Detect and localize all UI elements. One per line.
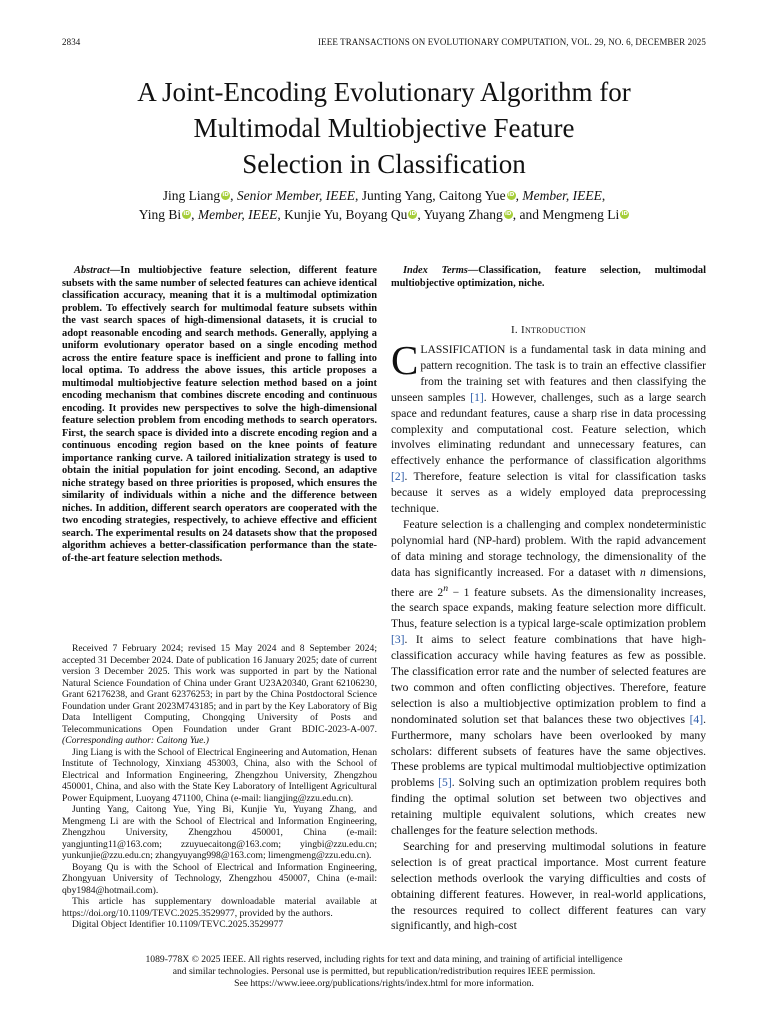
text-span: . Solving such an optimization problem requires both finding the optimal solution set between two objectives and retaining multiple equivalent solutions, which creates new challenges for the feature selection methods. (391, 776, 707, 838)
author-name: and Mengmeng Li (519, 207, 620, 222)
journal-name: IEEE TRANSACTIONS ON EVOLUTIONARY COMPUTATION, VOL. 29, NO. 6, DECEMBER 2025 (318, 37, 706, 47)
section-heading (391, 324, 706, 336)
citation-link[interactable]: [1] (470, 390, 484, 404)
index-terms-text: —Classification, feature selection, multimodal multiobjective optimization, niche. (391, 265, 706, 289)
citation-link[interactable]: [4] (689, 712, 704, 726)
author-membership: Senior Member, IEEE (236, 188, 355, 203)
text-span: . Furthermore, many scholars have been overlooked by many scholars: different subsets of features have the same objectives. These problems are typical multimodal multiobjective optimization problems (391, 712, 706, 790)
copyright-notice (62, 954, 706, 990)
orcid-icon[interactable]: iD (505, 211, 512, 217)
author-line-2: Ying Bi iD, Member, IEEE, Kunjie Yu, Boyang Qu iD, Yuyang Zhang iD, and Mengmeng Li iD (138, 207, 628, 222)
corresponding-author: (Corresponding author: Caitong Yue.) (62, 735, 209, 746)
author-name: Yuyang Zhang (423, 207, 503, 222)
paper-title (62, 74, 706, 182)
author-name: Kunjie Yu (284, 207, 339, 222)
section-title: Introduction (521, 324, 587, 336)
math-superscript: n (443, 582, 449, 594)
index-terms (391, 265, 706, 290)
footnote-doi: Digital Object Identifier 10.1109/TEVC.2025.3529977 (72, 919, 284, 930)
author-line-1: Jing Liang iD, Senior Member, IEEE, Junting Yang, Caitong Yue iD, Member, IEEE, (162, 188, 606, 203)
author-name: Jing Liang (162, 188, 221, 203)
intro-paragraph-3: Searching for and preserving multimodal solutions in feature selection is of great practical importance. Most current feature selection methods overlook the varying difficulties and costs of obtaining different features. However, in real-world applications, the resources required to collect different features can vary significantly, and high-cost (391, 839, 706, 933)
footnote-liang: Jing Liang is with the School of Electrical Engineering and Automation, Henan Institute of Technology, Xinxiang 453003, China, also with the School of Electrical and Information Engineering, Zhengzhou University, Zhengzhou 450001, China, and also with the State Key Laboratory of Intelligent Agricultural Power Equipment, Luoyang 471100, China (e-mail: liangjing@zzu.edu.cn). (62, 746, 377, 804)
index-terms-label: Index Terms (403, 265, 468, 276)
citation-link[interactable]: [5] (438, 776, 452, 790)
left-column (62, 265, 377, 565)
footnote-supplementary: This article has supplementary downloadable material available at https://doi.org/10.1109/TEVC.2025.3529977, provided by the authors. (62, 896, 377, 919)
orcid-icon[interactable]: iD (507, 192, 515, 198)
author-name: Boyang Qu (345, 207, 408, 222)
title-line-2: Multimodal Multiobjective Feature (193, 113, 575, 143)
abstract (62, 265, 377, 565)
author-name: Caitong Yue (439, 188, 506, 203)
math-variable: n (640, 565, 646, 579)
text-span: − 1 feature subsets. As the dimensionality increases, the search space expands, making feature selection more difficult. Thus, feature selection is a typical large-scale optimization problem (391, 585, 706, 631)
footnote-received (62, 643, 377, 747)
text-span: dimensions, there are 2 (391, 565, 706, 599)
orcid-icon[interactable]: iD (222, 192, 229, 198)
page-number: 2834 (62, 37, 81, 47)
footnotes (62, 643, 377, 931)
author-membership: Member, IEEE (197, 207, 278, 222)
footnote-received-text: Received 7 February 2024; revised 15 May 2024 and 8 September 2024; accepted 31 December 2024. Date of publication 16 January 2025; date of current version 3 December 2025. This work was supported in part by the National Natural Science Foundation of China under Grant U23A20340, Grant 62106230, Grant 62176238, and Grant 62376253; in part by the China Postdoctoral Science Foundation under Grant 2023M743185; and in part by the Key Laboratory of Big Data Intelligent Computing, Chongqing University of Posts and Telecommunications Open Foundation under Grant BDIC-2023-A-007. (62, 643, 377, 735)
text-span: . It aims to select feature combinations that have high-classification accuracy while having features as few as possible. The classification error rate and the number of selected features are two common and often conflicting objectives. Therefore, feature selection is also a multiobjective optimization problem to find a nondominated solution set that balances these two objectives (391, 633, 706, 726)
author-name: Junting Yang (361, 188, 433, 203)
section-number: I. (510, 324, 522, 336)
abstract-label: Abstract (74, 265, 110, 276)
title-line-1: A Joint-Encoding Evolutionary Algorithm for (137, 77, 631, 107)
right-column (391, 265, 706, 934)
footnote-others: Junting Yang, Caitong Yue, Ying Bi, Kunjie Yu, Yuyang Zhang, and Mengmeng Li are with the School of Electrical and Information Engineering, Zhengzhou University, Zhengzhou 450001, China (e-mail: yangjunting11@163.com; zzuyuecaitong@163.com; yingbi@zzu.edu.cn; yunkunjie@zzu.edu.cn; zhangyuyang998@163.com; limengmeng@zzu.edu.cn). (62, 804, 377, 861)
text-span: LASSIFICATION is a fundamental task in data mining and pattern recognition. The task is to train an effective classifier from the training set with features and then classifying the unseen samples (391, 343, 706, 404)
orcid-icon[interactable]: iD (183, 211, 190, 217)
orcid-icon[interactable]: iD (621, 211, 628, 217)
text-span: . Therefore, feature selection is vital for classification tasks because it serves as a widely employed data preprocessing technique. (391, 470, 706, 516)
abstract-text: —In multiobjective feature selection, different feature subsets with the same number of selected features can achieve identical classification accuracy, meaning that it is a multimodal optimization problem. To effectively search for multimodal feature subsets within the vast search spaces of high-dimensional datasets, it is crucial to adopt reasonable encoding and search methods. Generally, applying a uniform evolutionary operator based on a single encoding method across the entire feature space is inefficient and prone to falling into local optima. To address the above issues, this article proposes a multimodal multiobjective feature selection method based on a joint encoding mechanism that combines discrete encoding and continuous encoding. It provides new perspectives to solve the high-dimensional feature selection problem from encoding methods to search operators. First, the search space is divided into a discrete encoding region and a continuous encoding region based on the knee points of feature importance ranking curve. A tailored initialization strategy is used to obtain the initial population for joint encoding. Second, an adaptive niche strategy based on three priorities is proposed, which ensures the similarity of individuals within a niche and the difference between niches. In addition, different search operators are cooperated with the two encoding strategies, respectively, to achieve effective and efficient search. The experimental results on 24 datasets show that the proposed algorithm achieves a better-classification performance than the state-of-the-art feature selection methods. (62, 265, 377, 564)
author-membership: Member, IEEE (522, 188, 602, 203)
author-name: Ying Bi (138, 207, 182, 222)
text-span: . However, challenges, such as a large search space and redundant features, cause a sharp rise in data processing complexity and computational cost. Feature selection, which involves eliminating redundant and unnecessary features, can effectively enhance the performance of classification algorithms (391, 390, 706, 468)
intro-paragraph-1 (391, 337, 706, 517)
copyright-line-3: See https://www.ieee.org/publications/rights/index.html for more information. (234, 978, 534, 989)
footnote-qu: Boyang Qu is with the School of Electrical and Information Engineering, Zhongyuan University of Technology, Zhengzhou 450007, China (e-mail: qby1984@hotmail.com). (62, 861, 377, 896)
intro-paragraph-2 (391, 517, 706, 839)
citation-link[interactable]: [3] (391, 633, 405, 647)
text-span: Feature selection is a challenging and complex nondeterministic polynomial hard (NP-hard) problem. With the rapid advancement of data mining and storage technology, the dimensionality of the data has significantly increased. For a dataset with (391, 517, 706, 579)
orcid-icon[interactable]: iD (409, 211, 417, 217)
drop-cap: C (391, 337, 419, 383)
copyright-line-2: and similar technologies. Personal use is permitted, but republication/redistribution requires IEEE permission. (172, 966, 596, 977)
title-line-3: Selection in Classification (242, 149, 526, 179)
copyright-line-1: 1089-778X © 2025 IEEE. All rights reserved, including rights for text and data mining, and training of artificial intelligence (145, 954, 623, 965)
citation-link[interactable]: [2] (391, 470, 405, 484)
author-list (62, 186, 706, 224)
